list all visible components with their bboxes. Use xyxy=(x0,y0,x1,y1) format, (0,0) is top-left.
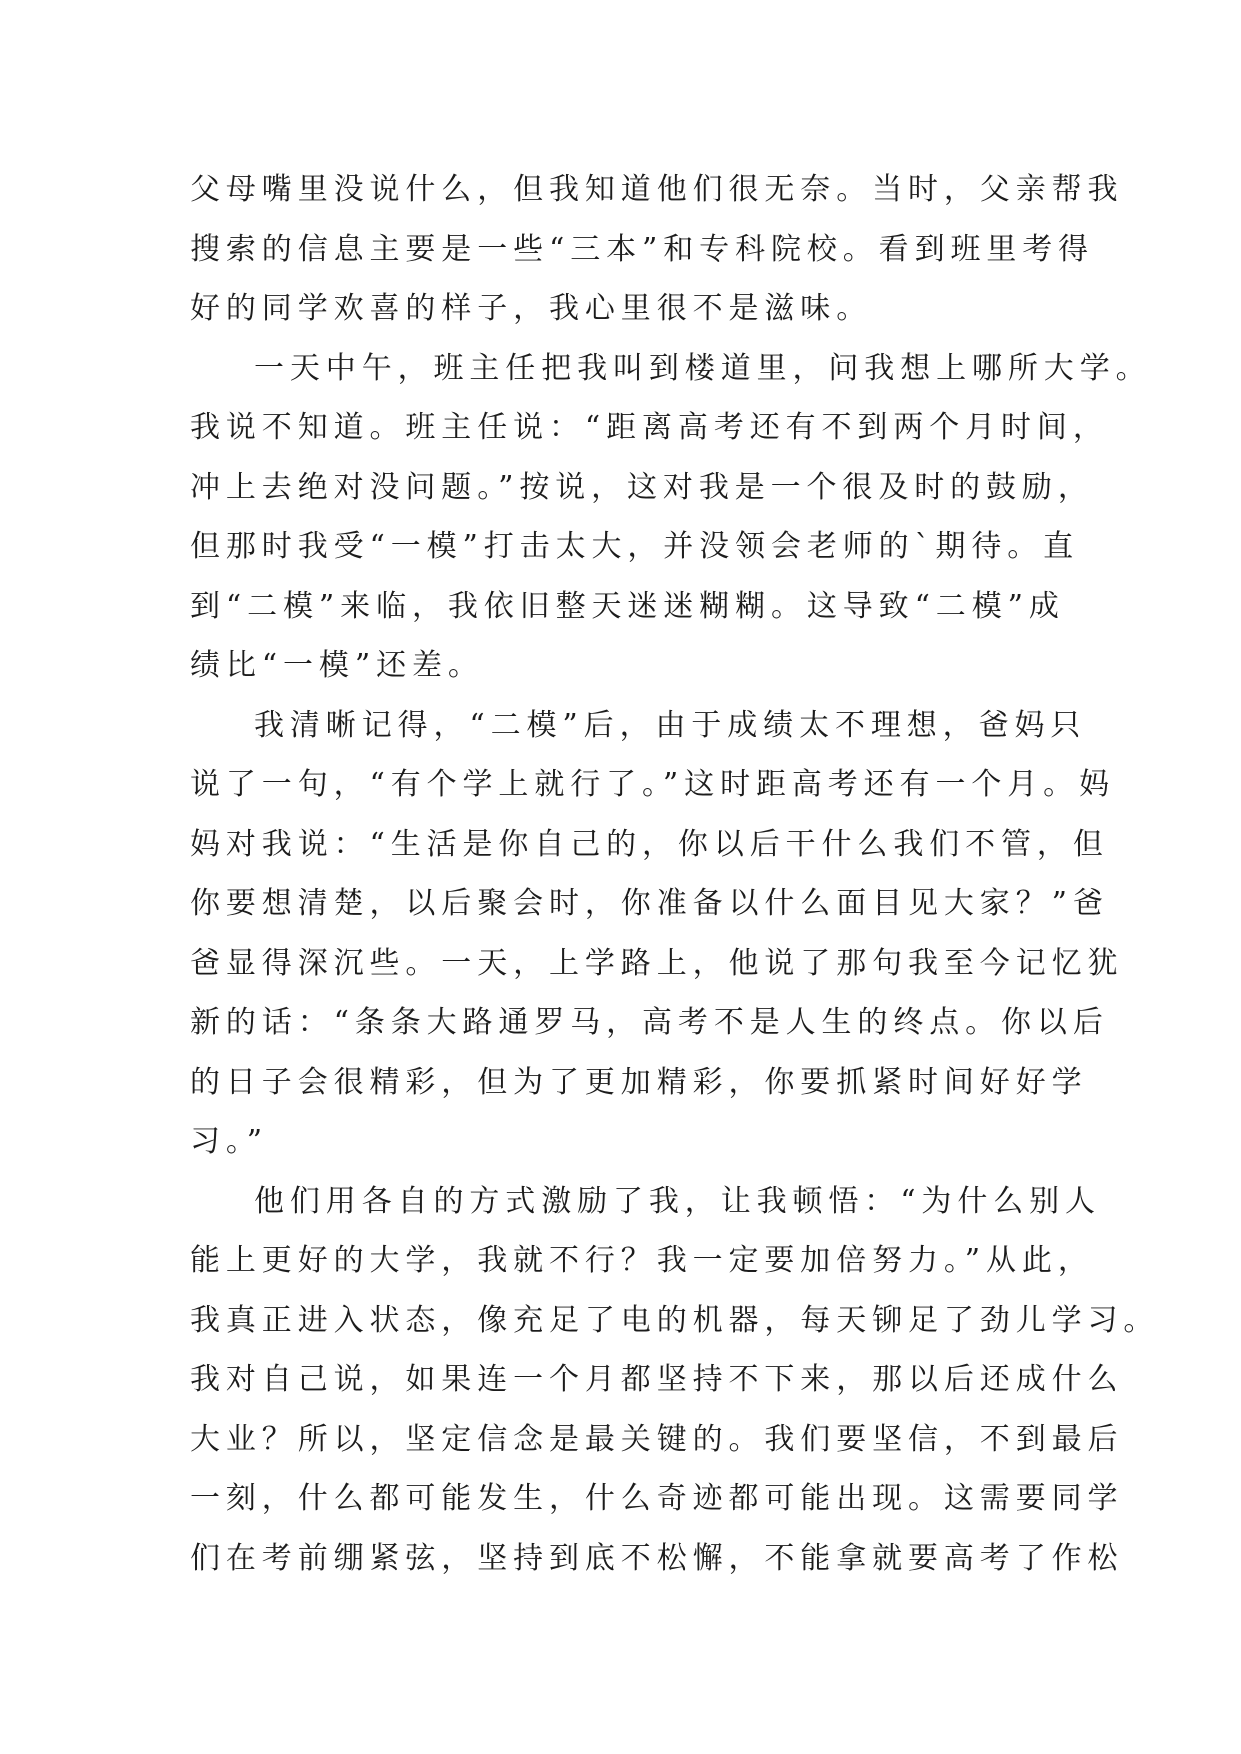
text-line: 冲上去绝对没问题。”按说，这对我是一个很及时的鼓励， xyxy=(190,469,1094,505)
text-line: 到“二模”来临，我依旧整天迷迷糊糊。这导致“二模”成 xyxy=(190,588,1065,624)
text-line: 新的话：“条条大路通罗马，高考不是人生的终点。你以后 xyxy=(190,1005,1109,1040)
paragraph-2 xyxy=(190,339,1152,696)
text-line: 但那时我受“一模”打击太大，并没领会老师的`期待。直 xyxy=(190,529,1080,564)
text-line: 搜索的信息主要是一些“三本”和专科院校。看到班里考得 xyxy=(190,231,1095,267)
text-line: 能上更好的大学，我就不行？我一定要加倍努力。”从此， xyxy=(190,1243,1094,1278)
text-line: 我对自己说，如果连一个月都坚持不下来，那以后还成什么 xyxy=(190,1362,1124,1397)
paragraph-4 xyxy=(190,1172,1160,1589)
text-line: 习。” xyxy=(190,1124,269,1159)
document-body xyxy=(190,160,1160,1588)
paragraph-3 xyxy=(190,696,1124,1172)
text-line: 爸显得深沉些。一天，上学路上，他说了那句我至今记忆犹 xyxy=(190,945,1124,981)
text-line: 绩比“一模”还差。 xyxy=(190,648,484,683)
text-line: 你要想清楚，以后聚会时，你准备以什么面目见大家？”爸 xyxy=(190,886,1109,921)
text-line: 们在考前绷紧弦，坚持到底不松懈，不能拿就要高考了作松 xyxy=(190,1540,1124,1576)
text-line: 好的同学欢喜的样子，我心里很不是滋味。 xyxy=(190,291,873,326)
text-line: 我真正进入状态，像充足了电的机器，每天铆足了劲儿学习。 xyxy=(190,1302,1160,1338)
text-line: 的日子会很精彩，但为了更加精彩，你要抓紧时间好好学 xyxy=(190,1064,1088,1100)
text-line: 他们用各自的方式激励了我，让我顿悟：“为什么别人 xyxy=(254,1183,1101,1219)
text-line: 大业？所以，坚定信念是最关键的。我们要坚信，不到最后 xyxy=(190,1421,1124,1457)
text-line: 我说不知道。班主任说：“距离高考还有不到两个月时间， xyxy=(190,410,1109,445)
paragraph-1 xyxy=(190,160,1124,339)
text-line: 我清晰记得，“二模”后，由于成绩太不理想，爸妈只 xyxy=(254,707,1087,743)
text-line: 说了一句，“有个学上就行了。”这时距高考还有一个月。妈 xyxy=(190,767,1115,802)
text-line: 父母嘴里没说什么，但我知道他们很无奈。当时，父亲帮我 xyxy=(190,172,1124,207)
text-line: 妈对我说：“生活是你自己的，你以后干什么我们不管，但 xyxy=(190,826,1109,862)
text-line: 一天中午，班主任把我叫到楼道里，问我想上哪所大学。 xyxy=(254,350,1152,386)
text-line: 一刻，什么都可能发生，什么奇迹都可能出现。这需要同学 xyxy=(190,1481,1124,1516)
